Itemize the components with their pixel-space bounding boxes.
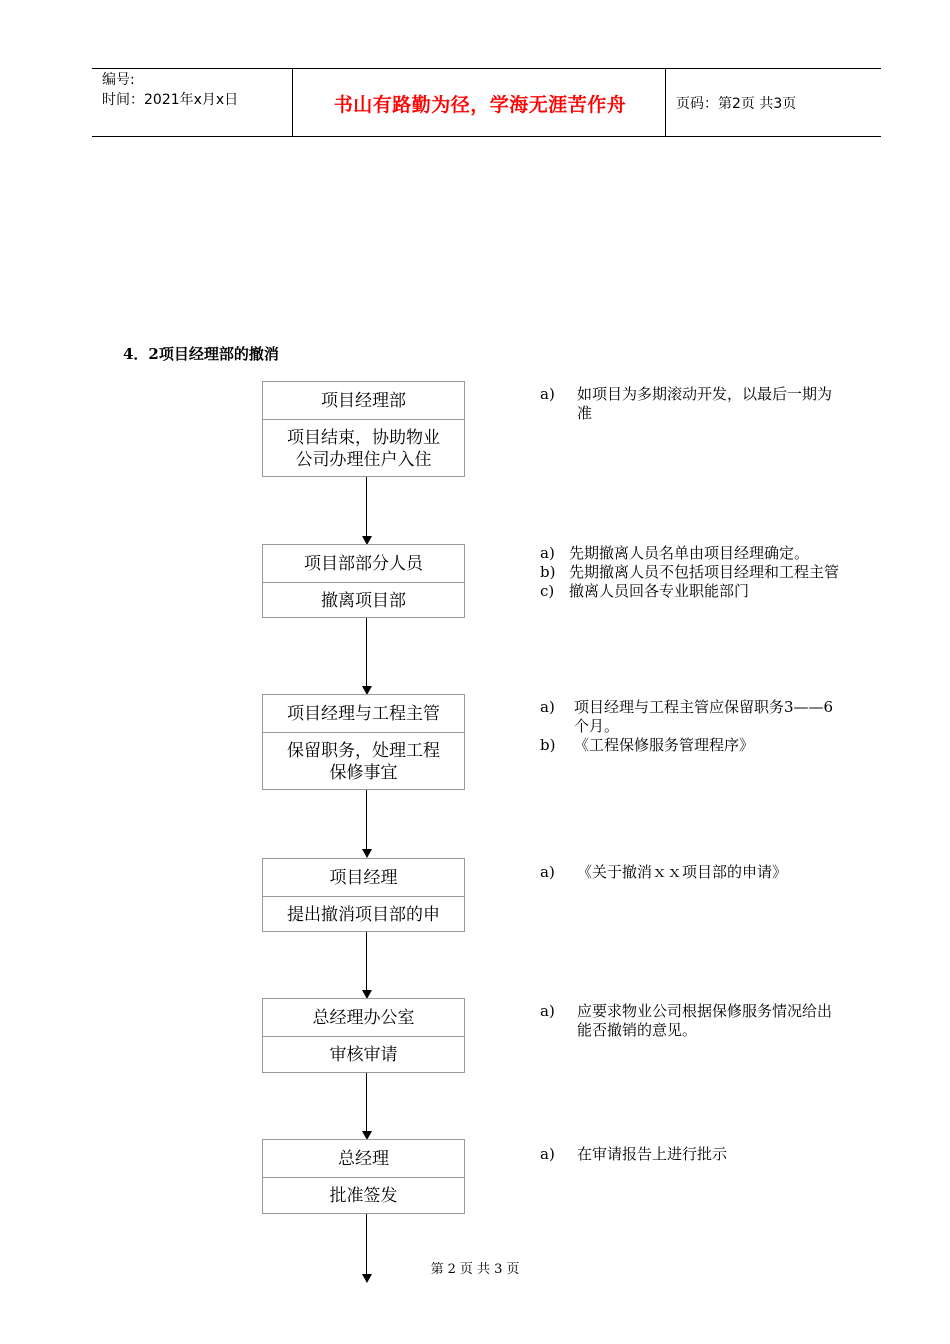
- flow-step-4: [262, 858, 465, 932]
- note-label: a): [540, 385, 555, 403]
- flow-step-notes: [540, 385, 840, 423]
- flow-step-role: 项目部部分人员: [304, 553, 423, 574]
- note-item: [540, 385, 840, 423]
- flow-arrow: [362, 932, 372, 999]
- header-meta: [102, 70, 238, 110]
- note-text: 应要求物业公司根据保修服务情况给出能否撤销的意见。: [577, 1002, 833, 1039]
- flow-step-notes: [540, 1002, 840, 1040]
- footer-mid: 页 共: [459, 1262, 491, 1277]
- flow-step-1: [262, 381, 465, 477]
- note-item: [540, 698, 840, 736]
- flow-step-notes: [540, 544, 840, 601]
- note-label: a): [540, 1002, 555, 1020]
- flow-step-action-line: 项目结束，协助物业: [287, 427, 440, 448]
- flow-step-action: [263, 732, 464, 790]
- note-item: [540, 1002, 840, 1040]
- flow-step-action-line: 保留职务，处理工程: [287, 740, 440, 761]
- flow-step-action: 批准签发: [263, 1177, 464, 1214]
- flow-step-action: 撤离项目部: [263, 582, 464, 618]
- flow-step-action-line: 公司办理住户入住: [295, 449, 432, 470]
- page-footer: [0, 1258, 950, 1277]
- flow-arrow: [362, 1073, 372, 1140]
- header-code-label: 编号:: [102, 72, 135, 88]
- note-text: 先期撤离人员名单由项目经理确定。: [569, 544, 810, 562]
- header-time-label: 时间：2021年x月x日: [102, 92, 239, 108]
- header-divider-left: [292, 69, 293, 136]
- note-text: 《工程保修服务管理程序》: [574, 736, 755, 754]
- header-page-label: 页码：第2页 共3页: [676, 96, 797, 112]
- flow-step-notes: [540, 698, 840, 755]
- flow-step-3: [262, 694, 465, 790]
- note-item: [540, 563, 840, 582]
- header-top-rule: [92, 68, 881, 69]
- flow-step-role: 项目经理: [329, 867, 398, 888]
- header-motto: 书山有路勤为径，学海无涯苦作舟: [333, 94, 627, 116]
- header-bottom-rule: [92, 136, 881, 137]
- note-item: [540, 736, 840, 755]
- note-text: 在审请报告上进行批示: [577, 1145, 728, 1163]
- note-label: b): [540, 736, 556, 754]
- note-text: 《关于撤消ｘｘ项目部的申请》: [577, 863, 788, 881]
- flow-step-role: 总经理: [338, 1148, 389, 1169]
- note-label: a): [540, 863, 555, 881]
- section-title: 4．2项目经理部的撤消: [123, 345, 279, 363]
- note-label: b): [540, 563, 556, 581]
- flow-arrow: [362, 618, 372, 695]
- note-label: a): [540, 698, 555, 716]
- note-label: a): [540, 544, 555, 562]
- flow-step-notes: [540, 863, 840, 882]
- flow-step-action: 提出撤消项目部的申: [263, 896, 464, 932]
- flow-step-role: 项目经理与工程主管: [287, 703, 440, 724]
- note-item: [540, 1145, 840, 1164]
- note-label: c): [540, 582, 555, 600]
- note-item: [540, 544, 840, 563]
- flow-step-action-line: 保修事宜: [329, 762, 398, 783]
- note-item: [540, 582, 840, 601]
- flow-step-6: [262, 1139, 465, 1214]
- footer-page-number: 2: [447, 1262, 456, 1277]
- flow-step-5: [262, 998, 465, 1073]
- note-item: [540, 863, 840, 882]
- flow-step-notes: [540, 1145, 840, 1164]
- footer-total-pages: 3: [494, 1262, 503, 1277]
- flow-step-action: 审核审请: [263, 1036, 464, 1073]
- note-text: 如项目为多期滚动开发，以最后一期为准: [577, 385, 833, 422]
- flow-step-role: 总经理办公室: [312, 1007, 415, 1028]
- note-text: 项目经理与工程主管应保留职务3——6个月。: [574, 698, 834, 735]
- flow-step-action: [263, 419, 464, 477]
- flow-arrow: [362, 790, 372, 858]
- footer-suffix: 页: [506, 1262, 520, 1277]
- flow-arrow: [362, 477, 372, 545]
- note-label: a): [540, 1145, 555, 1163]
- note-text: 先期撤离人员不包括项目经理和工程主管: [569, 563, 840, 581]
- footer-prefix: 第: [430, 1262, 444, 1277]
- note-text: 撤离人员回各专业职能部门: [569, 582, 750, 600]
- flow-step-role: 项目经理部: [321, 390, 406, 411]
- flow-step-2: [262, 544, 465, 618]
